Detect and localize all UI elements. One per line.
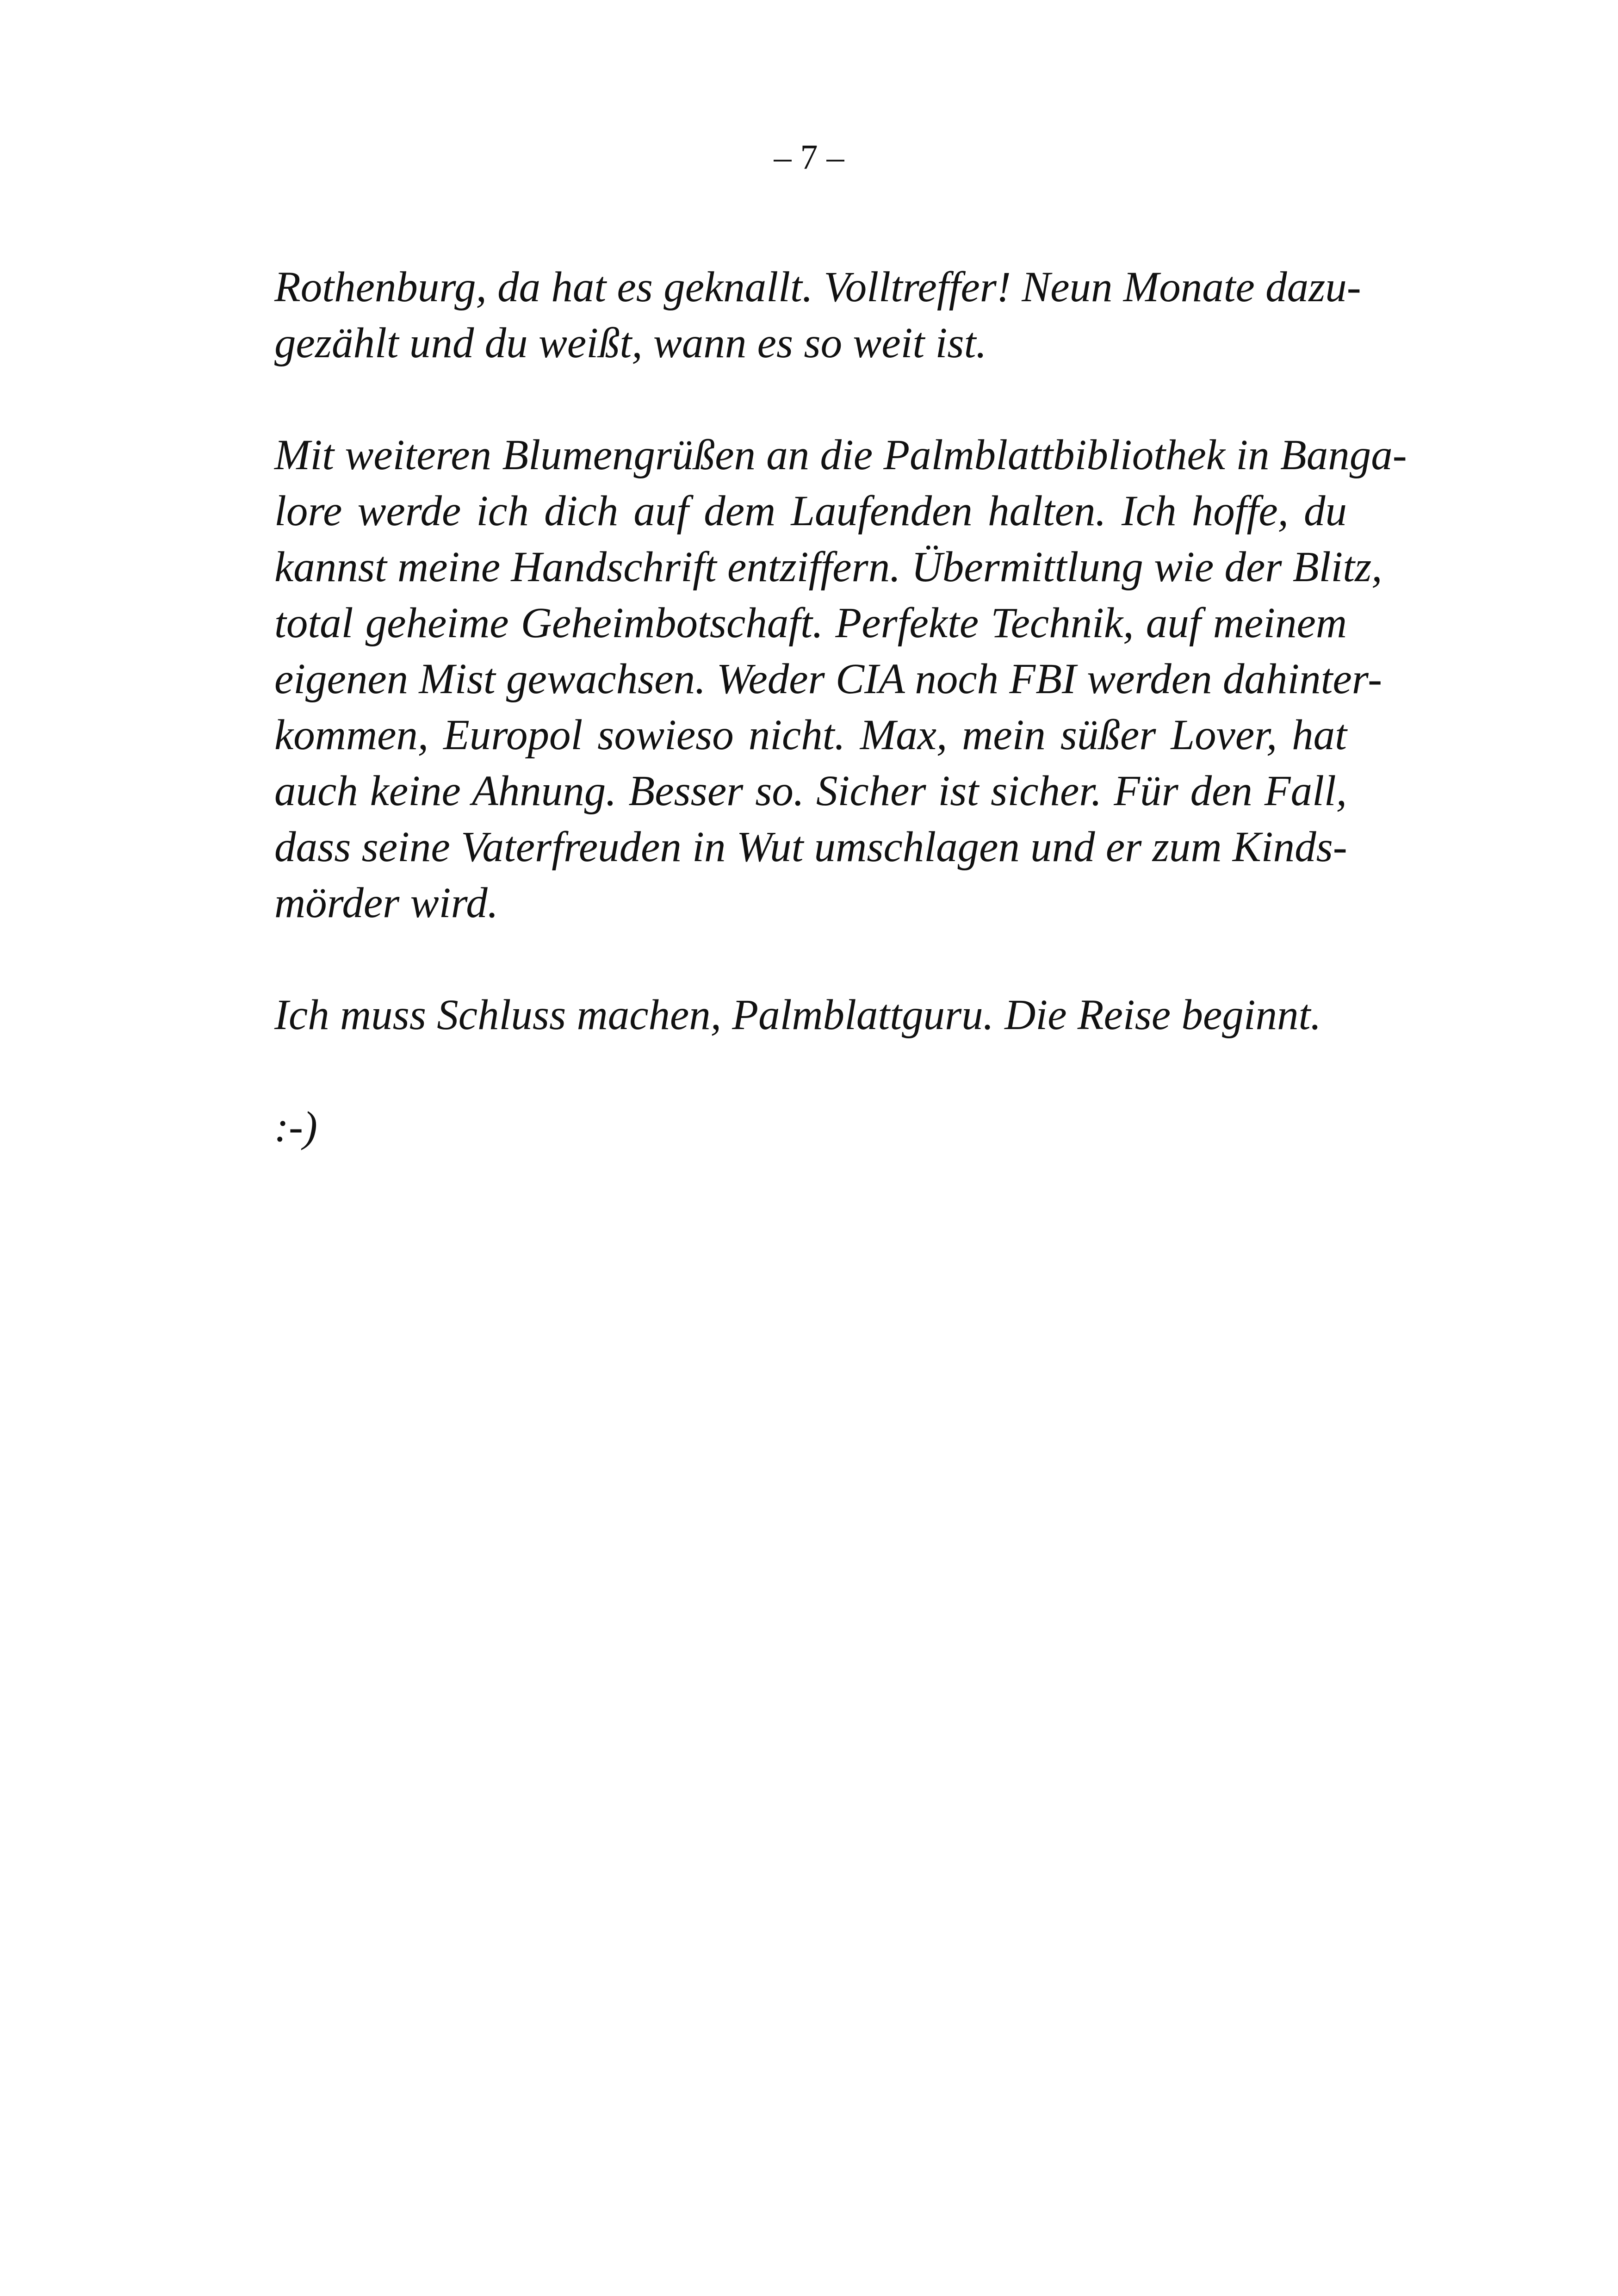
page-number: – 7 – [774,138,844,177]
paragraph-3 [274,987,1347,1043]
text-line: eigenen Mist gewachsen. Weder CIA noch FBI werden dahinter- [274,655,1382,703]
text-line: Mit weiteren Blumengrüßen an die Palmblattbibliothek in Banga- [274,431,1407,479]
text-line: Rothenburg, da hat es geknallt. Volltreffer! Neun Monate dazu- [274,263,1361,311]
letter-body [274,259,1407,1211]
text-line: mörder wird. [274,879,498,927]
text-line: total geheime Geheimbotschaft. Perfekte Technik, auf meinem [274,599,1347,647]
text-line: :-) [274,1103,317,1151]
text-line: kommen, Europol sowieso nicht. Max, mein süßer Lover, hat [274,711,1347,759]
paragraph-4-smiley [274,1099,1347,1155]
text-line: Ich muss Schluss machen, Palmblattguru. Die Reise beginnt. [274,991,1321,1039]
text-line: lore werde ich dich auf dem Laufenden halten. Ich hoffe, du [274,487,1347,535]
paragraph-1 [274,259,1361,371]
text-line: dass seine Vaterfreuden in Wut umschlagen und er zum Kinds- [274,823,1347,871]
text-line: gezählt und du weißt, wann es so weit ist. [274,319,987,367]
text-line: auch keine Ahnung. Besser so. Sicher ist sicher. Für den Fall, [274,767,1347,815]
paragraph-2 [274,427,1407,931]
text-line: kannst meine Handschrift entziffern. Übermittlung wie der Blitz, [274,543,1382,591]
